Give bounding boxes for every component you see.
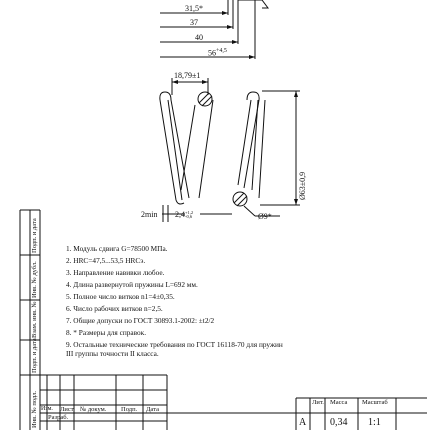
arrow-od-top [294,91,298,97]
wire-section-bottom [233,192,247,206]
dim-31-5: 31,5* [185,4,203,13]
tb-mass-value: 0,34 [330,417,348,428]
dim-56-tol: +4,5 [216,48,227,54]
tb-lit-header: Лит. [312,399,324,406]
arrow-37 [227,25,233,29]
note-9: 9. Остальные технические требования по ГОСТ 16118-70 для пружин [66,340,283,349]
dim-40: 40 [195,33,203,42]
gap-tol-main: 2,4 [175,210,185,219]
tb-mass-header: Масса [330,399,348,406]
tb-podp: Подп. [121,406,138,413]
wire-section-top [198,92,212,106]
note-2: 2. HRC=47,5...53,5 HRCэ. [66,256,146,265]
tb-razrab: Разраб. [48,414,69,421]
dim-wire-diameter: Ø9* [258,212,272,221]
tb-data: Дата [146,406,159,413]
tb-scale-header: Масштаб [362,399,388,406]
gap-tol-stack [185,211,193,219]
tb-scale-value: 1:1 [368,417,381,428]
hatch-3 [234,193,244,203]
note-9-cont: III группы точности II класса. [66,349,159,358]
arrow-40 [232,40,238,44]
top-fragment [238,0,268,8]
note-5: 5. Полное число витков n1=4±0,35. [66,292,175,301]
dim-outer-diameter: Ø63±0,9 [298,171,307,200]
arrow-pitch-r [202,80,208,84]
tb-doc-no: № докум. [80,406,107,413]
arrow-56 [249,55,255,59]
coil-right-4 [252,100,258,190]
side-sign-date-top: Подп. и дата [31,218,38,253]
wire-leader [244,206,255,216]
coil-right-2 [238,100,251,185]
hatch-4 [237,196,247,206]
tb-lit-value: А [299,417,307,428]
gap-tol-upper: +1,2 [185,210,194,216]
coil-mid-3 [199,100,213,198]
dim-gap-tol [175,210,193,219]
coil-right-3 [259,100,265,198]
tb-izm: Изм. [41,406,53,412]
side-inv-dubl: Инв. № дубл. [31,261,38,298]
side-inv-podl: Инв. № подл. [31,390,38,428]
dim-37: 37 [190,18,198,27]
hatch-1 [199,93,209,103]
dim-56-main: 56 [208,48,216,58]
note-1: 1. Модуль сдвига G=78500 МПа. [66,244,168,253]
note-7: 7. Общие допуски по ГОСТ 30893.1-2002: ±t2/2 [66,316,215,325]
gap-tol-lower: -0,6 [185,214,193,220]
arrow-31-5 [222,11,228,15]
note-4: 4. Длина развернутой пружины L=692 мм. [66,280,198,289]
note-6: 6. Число рабочих витков n=2,5. [66,304,163,313]
coil-mid-2 [181,105,195,190]
note-8: 8. * Размеры для справок. [66,328,147,337]
hatch-2 [202,96,212,106]
coil-right-1 [244,92,259,188]
dim-gap: 2min [141,210,158,219]
side-sign-date-bottom: Подп. и дата [31,338,38,373]
side-vzam-inv: Взам. инв. № [31,301,38,338]
dim-56 [208,47,227,58]
note-3: 3. Направление навивки любое. [66,268,165,277]
dim-pitch: 18,79±1 [174,71,201,80]
tb-list: Лист [60,406,74,413]
arrow-pitch-l [172,80,178,84]
